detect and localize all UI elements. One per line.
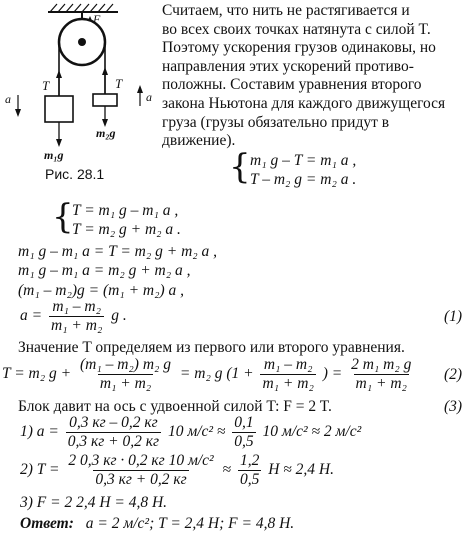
system2-eq1: T = m₁ g – m₁ a , <box>72 202 179 219</box>
intro-line: направления этих ускорений противо- <box>162 57 414 75</box>
calc2-line <box>20 452 334 489</box>
T-close: ) = <box>322 365 343 383</box>
T-frac3-num: 2 m₁ m₂ g <box>351 356 412 373</box>
label-a-left: a <box>5 92 11 106</box>
intro-line: закона Ньютона для каждого движущегося <box>162 94 446 112</box>
T-frac2-num: m₁ – m₂ <box>263 356 313 373</box>
a-numerator: m₁ – m₂ <box>52 298 101 315</box>
T-lhs: T = m₂ g + <box>2 365 72 383</box>
block-force-text: Блок давит на ось с удвоенной силой T: F = 2 T. <box>18 398 332 415</box>
equation-tag-2: (2) <box>444 366 463 383</box>
calc2-frac1 <box>66 452 215 489</box>
system1-eq1: m₁ g – T = m₁ a , <box>250 152 357 169</box>
label-F: F <box>93 12 101 26</box>
calc2-label: 2) T = <box>20 461 60 479</box>
T-equation <box>2 356 416 393</box>
T-frac2-den: m₁ + m₂ <box>262 375 314 392</box>
equation-tag-3: (3) <box>444 398 463 415</box>
system1-eq2: T – m₂ g = m₂ a . <box>250 171 357 188</box>
a-fraction <box>49 298 104 335</box>
label-a-right: a <box>146 90 152 104</box>
calc1-frac1 <box>66 414 161 451</box>
label-T-right: T <box>115 76 123 91</box>
system2-eq2: T = m₂ g + m₂ a . <box>72 221 181 238</box>
a-tail: g . <box>111 307 127 325</box>
intro-line: положны. Составим уравнения второго <box>162 76 422 94</box>
derivation-line1: m₁ g – m₁ a = T = m₂ g + m₂ a , <box>18 243 218 260</box>
T-frac3-den: m₁ + m₂ <box>355 375 407 392</box>
calc2-tail: Н ≈ 2,4 Н. <box>268 461 334 479</box>
figure-pulley-diagram <box>0 0 160 165</box>
derivation-line2: m₁ g – m₁ a = m₂ g + m₂ a , <box>18 262 191 279</box>
intro-line: Считаем, что нить не растягивается и <box>162 2 410 19</box>
calc1-line <box>20 414 361 451</box>
derivation-a-formula <box>20 298 127 335</box>
intro-line: Поэтому ускорения грузов одинаковы, но <box>162 39 436 57</box>
answer-line <box>20 515 294 533</box>
label-m1g: m₁g <box>44 148 64 162</box>
text-T-determination: Значение T определяем из первого или второго уравнения. <box>18 339 405 356</box>
derivation-line3: (m₁ – m₂)g = (m₁ + m₂) a , <box>18 282 185 299</box>
answer-text: a = 2 м/с²; T = 2,4 Н; F = 4,8 Н. <box>85 515 295 532</box>
calc3-line: 3) F = 2 2,4 Н = 4,8 Н. <box>20 494 168 511</box>
T-frac1 <box>78 356 173 393</box>
intro-paragraph <box>162 2 445 151</box>
system2-brace: { <box>52 197 74 237</box>
calc2-frac2-num: 1,2 <box>239 452 260 469</box>
calc1-mid: 10 м/с² ≈ <box>167 423 226 441</box>
calc2-frac1-den: 0,3 кг + 0,2 кг <box>95 471 187 488</box>
equation-tag-1: (1) <box>444 308 463 325</box>
label-m2g: m₂g <box>96 126 116 140</box>
a-denominator: m₁ + m₂ <box>50 317 103 334</box>
calc1-frac1-den: 0,3 кг + 0,2 кг <box>67 433 160 450</box>
calc2-frac2-den: 0,5 <box>239 471 260 488</box>
T-frac2 <box>260 356 315 393</box>
T-frac1-den: m₁ + m₂ <box>99 375 152 392</box>
T-mid: = m₂ g (1 + <box>179 365 254 383</box>
calc1-frac1-num: 0,3 кг – 0,2 кг <box>69 414 158 431</box>
answer-label: Ответ: <box>20 515 74 532</box>
calc1-frac2-den: 0,5 <box>234 433 254 450</box>
calc2-frac1-num: 2 0,3 кг · 0,2 кг 10 м/с² <box>68 452 214 469</box>
calc1-tail: 10 м/с² ≈ 2 м/с² <box>262 423 362 441</box>
intro-line: груза (грузы обязательно придут в <box>162 113 390 131</box>
a-lhs: a = <box>20 307 43 325</box>
intro-line: движение). <box>162 132 236 150</box>
system1-brace: { <box>229 147 251 187</box>
label-T-left: T <box>42 78 50 93</box>
calc2-frac2 <box>238 452 261 489</box>
figure-caption: Рис. 28.1 <box>45 166 105 182</box>
calc1-label: 1) a = <box>20 423 59 441</box>
T-frac1-num: (m₁ – m₂) m₂ g <box>79 356 172 373</box>
calc2-mid: ≈ <box>222 461 232 479</box>
intro-line: во всех своих точках натянута с силой T. <box>162 20 431 38</box>
calc1-frac2-num: 0,1 <box>234 414 254 431</box>
T-frac3 <box>349 356 413 393</box>
pulley-svg <box>0 0 160 165</box>
calc1-frac2 <box>232 414 255 451</box>
